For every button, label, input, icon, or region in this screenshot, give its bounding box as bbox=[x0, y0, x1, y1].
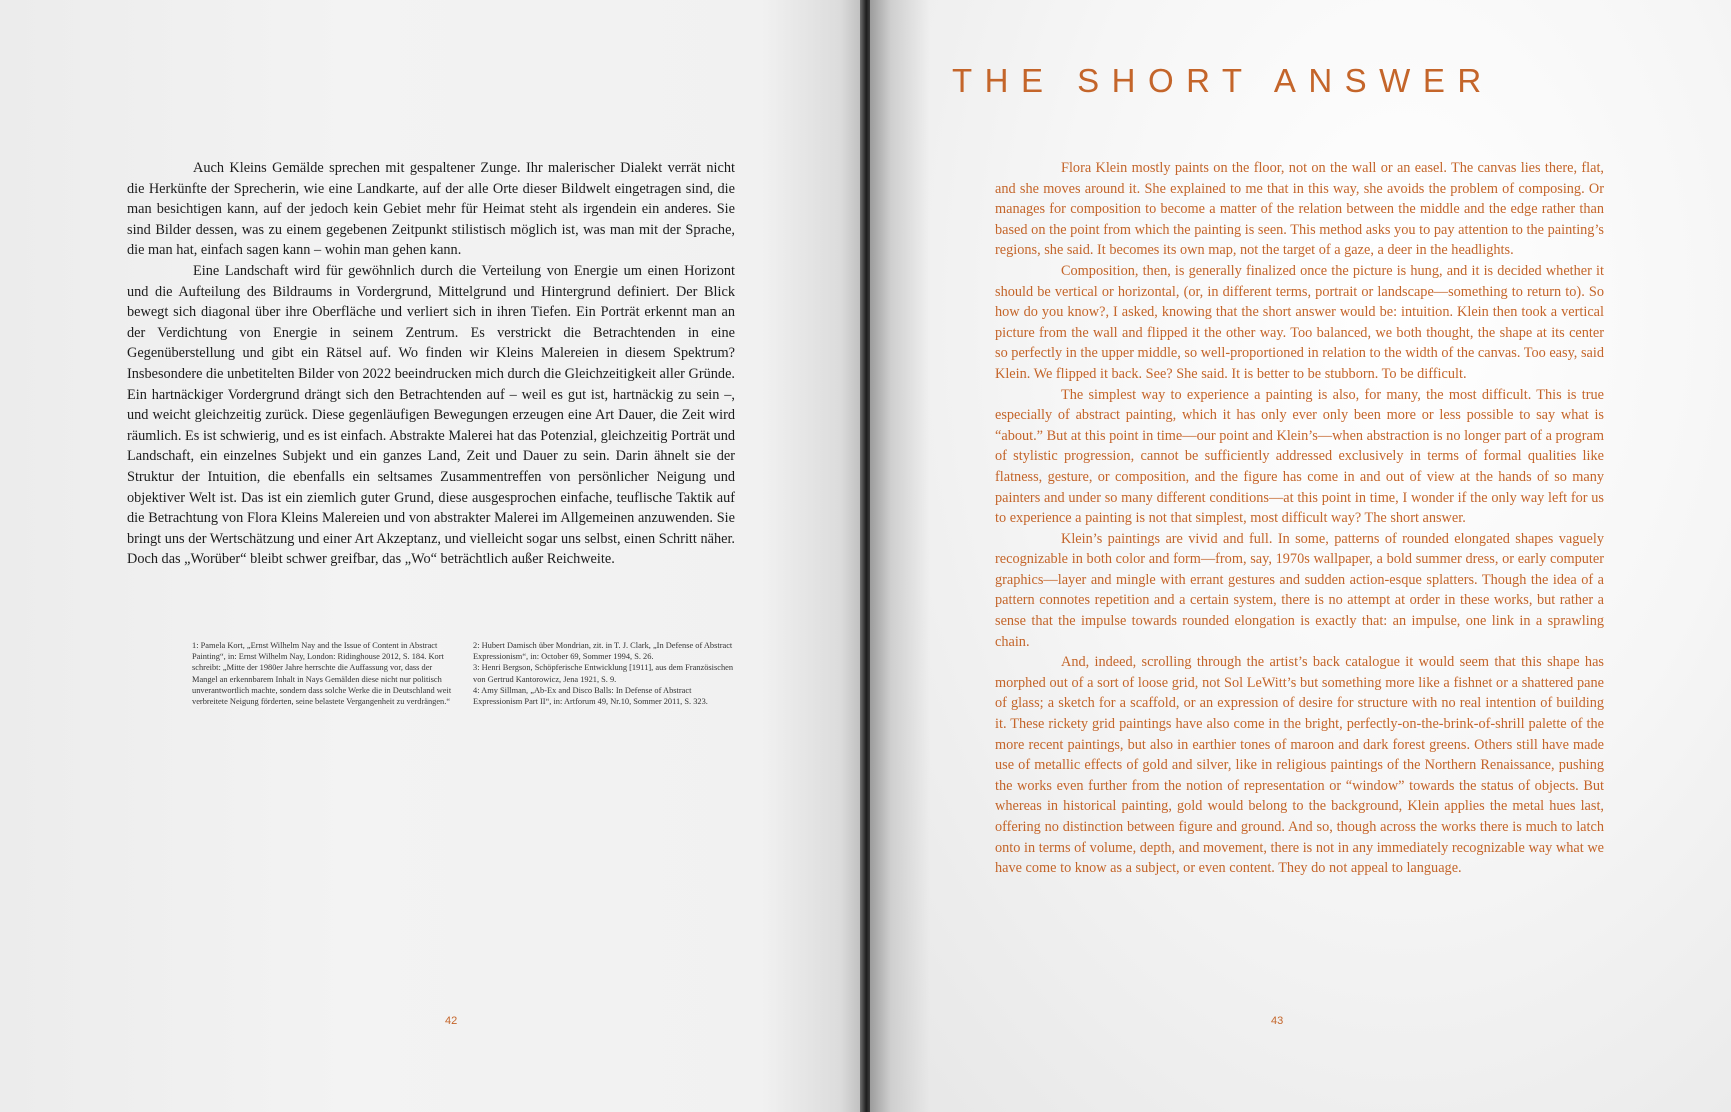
right-paragraph-1: Flora Klein mostly paints on the floor, not on the wall or an easel. The canvas lies there, flat, and she moves around it. She explained to me that in this way, she avoids the problem of composing. Or manages for composition to become a matter of the relation between the middle and the edge rather than based on the point from which the painting is seen. This method asks you to pay attention to the painting’s regions, she said. It becomes its own map, not the target of a gaze, a deer in the headlights. bbox=[995, 160, 1604, 259]
left-paragraph-2: Eine Landschaft wird für gewöhnlich durch die Verteilung von Energie um einen Horizont und die Aufteilung des Bildraums in Vordergrund, Mittelgrund und Hintergrund definiert. Der Blick bewegt sich diagonal über ihre Oberfläche und verliert sich in ihren Tiefen. Ein Porträt erkennt man an der Verdichtung von Energie in seinem Zentrum. Es verstrickt die Betrachtenden in eine Gegenüberstellung und gibt ein Rätsel auf. Wo finden wir Kleins Malereien in diesem Spektrum? Insbesondere die unbetitelten Bilder von 2022 beeindrucken mich durch die Gleichzeitigkeit aller Gründe. Ein hartnäckiger Vordergrund drängt sich den Betrachtenden auf – weil es gut ist, hartnäckig zu sein –, und weicht gleichzeitig zurück. Diese gegenläufigen Bewegungen erzeugen eine Art Dauer, die Zeit wird räumlich. Es ist schwierig, und es ist einfach. Abstrakte Malerei hat das Potenzial, gleichzeitig Porträt und Landschaft, ein einzelnes Subjekt und ein ganzes Land, Zeit und Dauer zu sein. Darin ähnelt sie der Struktur der Intuition, die ebenfalls ein seltsames Zusammentreffen von persönlicher Neigung und objektiver Welt ist. Das ist ein ziemlich guter Grund, diese ausgesprochen einfache, teuflische Taktik auf die Betrachtung von Flora Kleins Malereien und von abstrakter Malerei im Allgemeinen anzuwenden. Sie bringt uns der Wertschätzung und einer Art Akzeptanz, und vielleicht sogar uns selbst, einen Schritt näher. Doch das „Worüber“ bleibt schwer greifbar, das „Wo“ beträchtlich außer Reichweite. bbox=[127, 262, 735, 568]
page-number-right: 43 bbox=[1271, 1015, 1284, 1027]
right-page bbox=[870, 0, 1731, 1112]
left-paragraph-1: Auch Kleins Gemälde sprechen mit gespaltener Zunge. Ihr malerischer Dialekt verrät nicht die Herkünfte der Sprecherin, wie eine Landkarte, auf der alle Orte dieser Bildwelt eingetragen sind, die man besichtigen kann, auf der jedoch kein Gebiet mehr für Heimat steht als irgendein ein anderes. Sie sind Bilder dessen, was zu einem gegebenen Zeitpunkt stilistisch möglich ist, was man mit der Sprache, die man hat, einfach sagen kann – wohin man gehen kann. bbox=[127, 160, 735, 259]
page-number-left: 42 bbox=[445, 1015, 458, 1027]
footnote-1: 1: Pamela Kort, „Ernst Wilhelm Nay and the Issue of Content in Abstract Painting“, in: Ernst Wilhelm Nay, London: Ridinghouse 2012, S. 184. Kort schreibt: „Mitte der 1980er Jahre herrschte die Auffassung vor, dass der Mangel an erkennbarem Inhalt in Nays Gemälden diese nicht nur politisch unverantwortlich machte, sondern dass solche Werke die in Deutschland weit verbreitete Neigung förderten, seine belastete Vergangenheit zu verdrängen.“ bbox=[192, 641, 452, 707]
footnote-4: 4: Amy Sillman, „Ab-Ex and Disco Balls: In Defense of Abstract Expressionism Part II“, in: Artforum 49, Nr.10, Sommer 2011, S. 323. bbox=[473, 685, 708, 707]
right-paragraph-2: Composition, then, is generally finalized once the picture is hung, and it is decided whether it should be vertical or horizontal, (or, in different terms, portrait or landscape—something to return to). So how do you know?, I asked, knowing that the short answer would be: intuition. Klein then took a vertical picture from the wall and flipped it the other way. Too balanced, we both thought, the shape at its center so perfectly in the upper middle, so well-proportioned in relation to the width of the canvas. Too easy, said Klein. We flipped it back. See? She said. It is better to be stubborn. To be difficult. bbox=[995, 262, 1604, 382]
right-paragraph-4: Klein’s paintings are vivid and full. In some, patterns of rounded elongated shapes vaguely recognizable in both color and form—from, say, 1970s wallpaper, a bold summer dress, or early computer graphics—layer and mingle with errant gestures and sudden action-esque splatters. Though the idea of a pattern connotes repetition and a certain system, there is no attempt at order in these works, but rather a sense that the impulse towards rounded elongation is exactly that: an impulse, one link in a sprawling chain. bbox=[995, 530, 1604, 650]
footnote-2: 2: Hubert Damisch über Mondrian, zit. in T. J. Clark, „In Defense of Abstract Expressionism“, in: October 69, Sommer 1994, S. 26. bbox=[473, 641, 733, 662]
chapter-title: THE SHORT ANSWER bbox=[952, 62, 1494, 99]
footnotes-column-1 bbox=[192, 640, 454, 707]
right-body-text bbox=[995, 158, 1604, 879]
footnote-3: 3: Henri Bergson, Schöpferische Entwicklung [1911], aus dem Französischen von Gertrud Kantorowicz, Jena 1921, S. 9. bbox=[473, 663, 734, 684]
footnotes-column-2 bbox=[473, 640, 735, 707]
left-body-text bbox=[127, 158, 735, 570]
right-paragraph-5: And, indeed, scrolling through the artist’s back catalogue it would seem that this shape has morphed out of a sort of loose grid, not Sol LeWitt’s but something more like a fishnet or a shattered pane of glass; a sketch for a scaffold, or an expression of desire for structure with no real intention of building it. These rickety grid paintings have also come in the bright, perfectly-on-the-brink-of-shrill palette of the more recent paintings, but also in earthier tones of maroon and dark forest greens. Others still have made use of metallic effects of gold and silver, like in religious paintings of the Northern Renaissance, pushing the works even further from the notion of representation or “window” towards the status of objects. But whereas in historical painting, gold would belong to the background, Klein applies the metal hues last, offering no distinction between figure and ground. And so, though across the works there is much to latch onto in terms of volume, depth, and movement, there is not in any immediately recognizable way what we have come to know as a subject, or even content. They do not appeal to language. bbox=[995, 654, 1604, 877]
right-paragraph-3: The simplest way to experience a painting is also, for many, the most difficult. This is true especially of abstract painting, which it has only ever only been more or less possible to say what is “about.” But at this point in time—our point and Klein’s—when abstraction is no longer part of a program of stylistic progression, cannot be sufficiently addressed exclusively in terms of formal qualities like flatness, gesture, or composition, and the figure has come in and out of view at the hands of so many painters and under so many different conditions—at this point in time, I wonder if the only way left for us to experience a painting is not that simplest, most difficult way? The short answer. bbox=[995, 386, 1604, 527]
footnotes bbox=[192, 640, 735, 707]
